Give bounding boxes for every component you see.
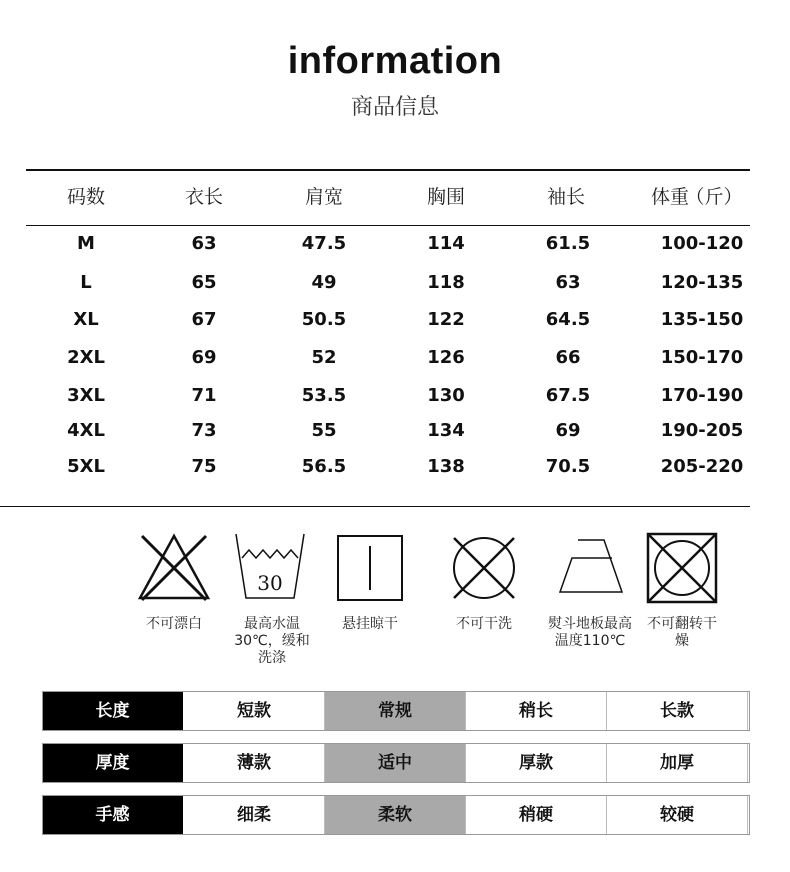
attribute-frame bbox=[42, 795, 750, 835]
attribute-option: 加厚 bbox=[607, 743, 748, 783]
value-cell: 100-120 bbox=[660, 233, 744, 254]
size-cell: 4XL bbox=[67, 420, 105, 441]
value-cell: 63 bbox=[191, 233, 217, 254]
attribute-option: 细柔 bbox=[184, 795, 325, 835]
col-header: 体重 bbox=[650, 186, 689, 208]
value-cell: 69 bbox=[555, 420, 581, 441]
no-tumble-dry-icon bbox=[644, 530, 720, 606]
value-cell: 120-135 bbox=[660, 272, 744, 293]
table-row bbox=[26, 268, 750, 298]
size-cell: 3XL bbox=[67, 385, 105, 406]
attribute-option-selected: 适中 bbox=[325, 743, 466, 783]
care-label: 熨斗地板最高温度110℃ bbox=[548, 616, 632, 649]
care-label: 不可漂白 bbox=[146, 616, 202, 632]
value-cell: 70.5 bbox=[545, 456, 591, 477]
col-header: 码数 bbox=[66, 186, 105, 208]
no-wash-icon bbox=[446, 530, 522, 606]
value-cell: 67.5 bbox=[545, 385, 591, 406]
value-cell: 53.5 bbox=[301, 385, 347, 406]
value-cell: 52 bbox=[311, 347, 337, 368]
care-instructions bbox=[0, 530, 790, 680]
value-cell: 205-220 bbox=[660, 456, 744, 477]
attribute-frame bbox=[42, 743, 750, 783]
col-header: 衣长 bbox=[184, 186, 223, 208]
attribute-option: 较硬 bbox=[607, 795, 748, 835]
attribute-row bbox=[42, 691, 750, 731]
attribute-option: 厚款 bbox=[466, 743, 607, 783]
attribute-name: 手感 bbox=[42, 795, 183, 835]
value-cell: 73 bbox=[191, 420, 217, 441]
value-cell: 55 bbox=[311, 420, 337, 441]
attribute-row bbox=[42, 743, 750, 783]
value-cell: 61.5 bbox=[545, 233, 591, 254]
attribute-option-selected: 常规 bbox=[325, 691, 466, 731]
wash-temp: 30 bbox=[257, 571, 283, 595]
value-cell: 66 bbox=[555, 347, 581, 368]
value-cell: 71 bbox=[191, 385, 217, 406]
col-header: 肩宽 bbox=[304, 186, 343, 208]
value-cell: 138 bbox=[427, 456, 465, 477]
value-cell: 114 bbox=[427, 233, 465, 254]
value-cell: 49 bbox=[311, 272, 337, 293]
value-cell: 47.5 bbox=[301, 233, 347, 254]
attribute-option: 短款 bbox=[184, 691, 325, 731]
no-bleach-icon bbox=[136, 530, 212, 606]
attribute-option: 薄款 bbox=[184, 743, 325, 783]
col-header-unit: （斤） bbox=[685, 186, 743, 208]
care-label: 悬挂晾干 bbox=[342, 616, 398, 632]
table-row bbox=[26, 343, 750, 373]
attribute-option: 长款 bbox=[607, 691, 748, 731]
value-cell: 122 bbox=[427, 309, 465, 330]
attribute-frame bbox=[42, 691, 750, 731]
value-cell: 50.5 bbox=[301, 309, 347, 330]
attribute-option-selected: 柔软 bbox=[325, 795, 466, 835]
value-cell: 170-190 bbox=[660, 385, 744, 406]
attribute-name: 厚度 bbox=[42, 743, 183, 783]
size-table-header bbox=[26, 182, 750, 212]
attribute-row bbox=[42, 795, 750, 835]
size-cell: XL bbox=[73, 309, 99, 330]
col-header: 胸围 bbox=[426, 186, 465, 208]
table-row bbox=[26, 452, 750, 482]
wash-30-icon bbox=[232, 530, 308, 606]
value-cell: 75 bbox=[191, 456, 217, 477]
value-cell: 135-150 bbox=[660, 309, 744, 330]
attribute-option: 稍长 bbox=[466, 691, 607, 731]
size-cell: 5XL bbox=[67, 456, 105, 477]
value-cell: 69 bbox=[191, 347, 217, 368]
care-label: 不可干洗 bbox=[456, 616, 512, 632]
page-subtitle: 商品信息 bbox=[350, 95, 439, 120]
care-label: 不可翻转干燥 bbox=[647, 616, 717, 649]
value-cell: 56.5 bbox=[301, 456, 347, 477]
table-top-rule bbox=[26, 169, 750, 171]
value-cell: 150-170 bbox=[660, 347, 744, 368]
iron-icon bbox=[552, 530, 628, 606]
value-cell: 130 bbox=[427, 385, 465, 406]
attribute-option: 稍硬 bbox=[466, 795, 607, 835]
care-label: 最高水温30℃，缓和洗涤 bbox=[234, 616, 310, 666]
value-cell: 190-205 bbox=[660, 420, 744, 441]
attribute-name: 长度 bbox=[42, 691, 183, 731]
table-row bbox=[26, 381, 750, 411]
table-row bbox=[26, 416, 750, 446]
table-row bbox=[26, 305, 750, 335]
value-cell: 118 bbox=[427, 272, 465, 293]
value-cell: 65 bbox=[191, 272, 217, 293]
hang-dry-icon bbox=[332, 530, 408, 606]
table-bottom-rule bbox=[0, 506, 750, 507]
size-cell: M bbox=[77, 233, 95, 254]
table-row bbox=[26, 229, 750, 259]
header-rule bbox=[26, 225, 750, 226]
page-title: information bbox=[287, 40, 503, 82]
value-cell: 67 bbox=[191, 309, 217, 330]
size-cell: L bbox=[80, 272, 92, 293]
col-header: 袖长 bbox=[546, 186, 585, 208]
value-cell: 63 bbox=[555, 272, 581, 293]
value-cell: 134 bbox=[427, 420, 465, 441]
size-cell: 2XL bbox=[67, 347, 105, 368]
value-cell: 126 bbox=[427, 347, 465, 368]
value-cell: 64.5 bbox=[545, 309, 591, 330]
